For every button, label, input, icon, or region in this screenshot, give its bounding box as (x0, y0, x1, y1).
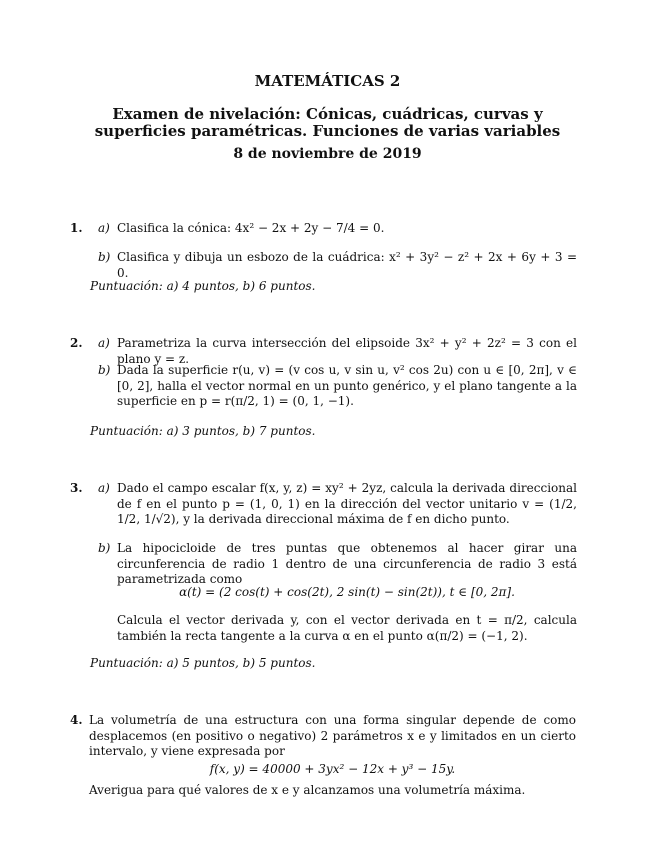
part-label: b) (98, 541, 111, 555)
volume-formula: f(x, y) = 40000 + 3yx² − 12x + y³ − 15y. (209, 762, 456, 776)
part-text: Parametriza la curva intersección del elipsoide 3x² + y² + 2z² = 3 con el plano y = z. (117, 336, 577, 366)
question-4-text-continued: Averigua para qué valores de x e y alcanzamos una volumetría máxima. (89, 783, 526, 797)
part-text: Clasifica la cónica: 4x² − 2x + 2y − 7/4 = 0. (117, 221, 385, 235)
exam-title: MATEMÁTICAS 2 (254, 72, 401, 90)
part-text: La hipocicloide de tres puntas que obtenemos al hacer girar una circunferencia de radio 1 dentro de una circunferencia de radio 3 está parametrizada como (117, 541, 577, 586)
question-4-text: La volumetría de una estructura con una forma singular depende de como desplacemos (en positivo o negativo) 2 parámetros x e y limitados en un cierto intervalo, y viene expresada por (89, 713, 576, 758)
question-number: 2. (70, 336, 83, 350)
part-label: a) (98, 336, 110, 350)
exam-date: 8 de noviembre de 2019 (233, 146, 422, 162)
question-number: 1. (70, 221, 83, 235)
part-label: a) (98, 221, 110, 235)
question-number: 3. (70, 481, 83, 495)
part-text: Dada la superficie r(u, v) = (v cos u, v sin u, v² cos 2u) con u ∈ [0, 2π], v ∈ [0, 2], halla el vector normal en un punto genérico, y el plano tangente a la superficie en p = r(π/2, 1) = (0, 1, −1). (117, 363, 577, 408)
hypocycloid-formula: α(t) = (2 cos(t) + cos(2t), 2 sin(t) − sin(2t)), t ∈ [0, 2π]. (179, 585, 515, 599)
part-text: Clasifica y dibuja un esbozo de la cuádrica: x² + 3y² − z² + 2x + 6y + 3 = 0. (117, 250, 577, 280)
part-label: b) (98, 363, 111, 377)
question-number: 4. (70, 713, 83, 727)
part-text: Dado el campo escalar f(x, y, z) = xy² + 2yz, calcula la derivada direccional de f en el punto p = (1, 0, 1) en la dirección del vector unitario v = (1/2, 1/2, 1/√2), y la derivada direccional máxima de f en dicho punto. (117, 481, 577, 526)
part-text-continued: Calcula el vector derivada y, con el vector derivada en t = π/2, calcula también la recta tangente a la curva α en el punto α(π/2) = (−1, 2). (117, 613, 577, 643)
part-label: b) (98, 250, 111, 264)
part-label: a) (98, 481, 110, 495)
question-2-score: Puntuación: a) 3 puntos, b) 7 puntos. (90, 424, 316, 438)
question-1-score: Puntuación: a) 4 puntos, b) 6 puntos. (90, 279, 316, 293)
question-3-score: Puntuación: a) 5 puntos, b) 5 puntos. (90, 656, 316, 670)
exam-subtitle: Examen de nivelación: Cónicas, cuádricas, curvas y superficies paramétricas. Funciones de varias variables (94, 105, 561, 140)
